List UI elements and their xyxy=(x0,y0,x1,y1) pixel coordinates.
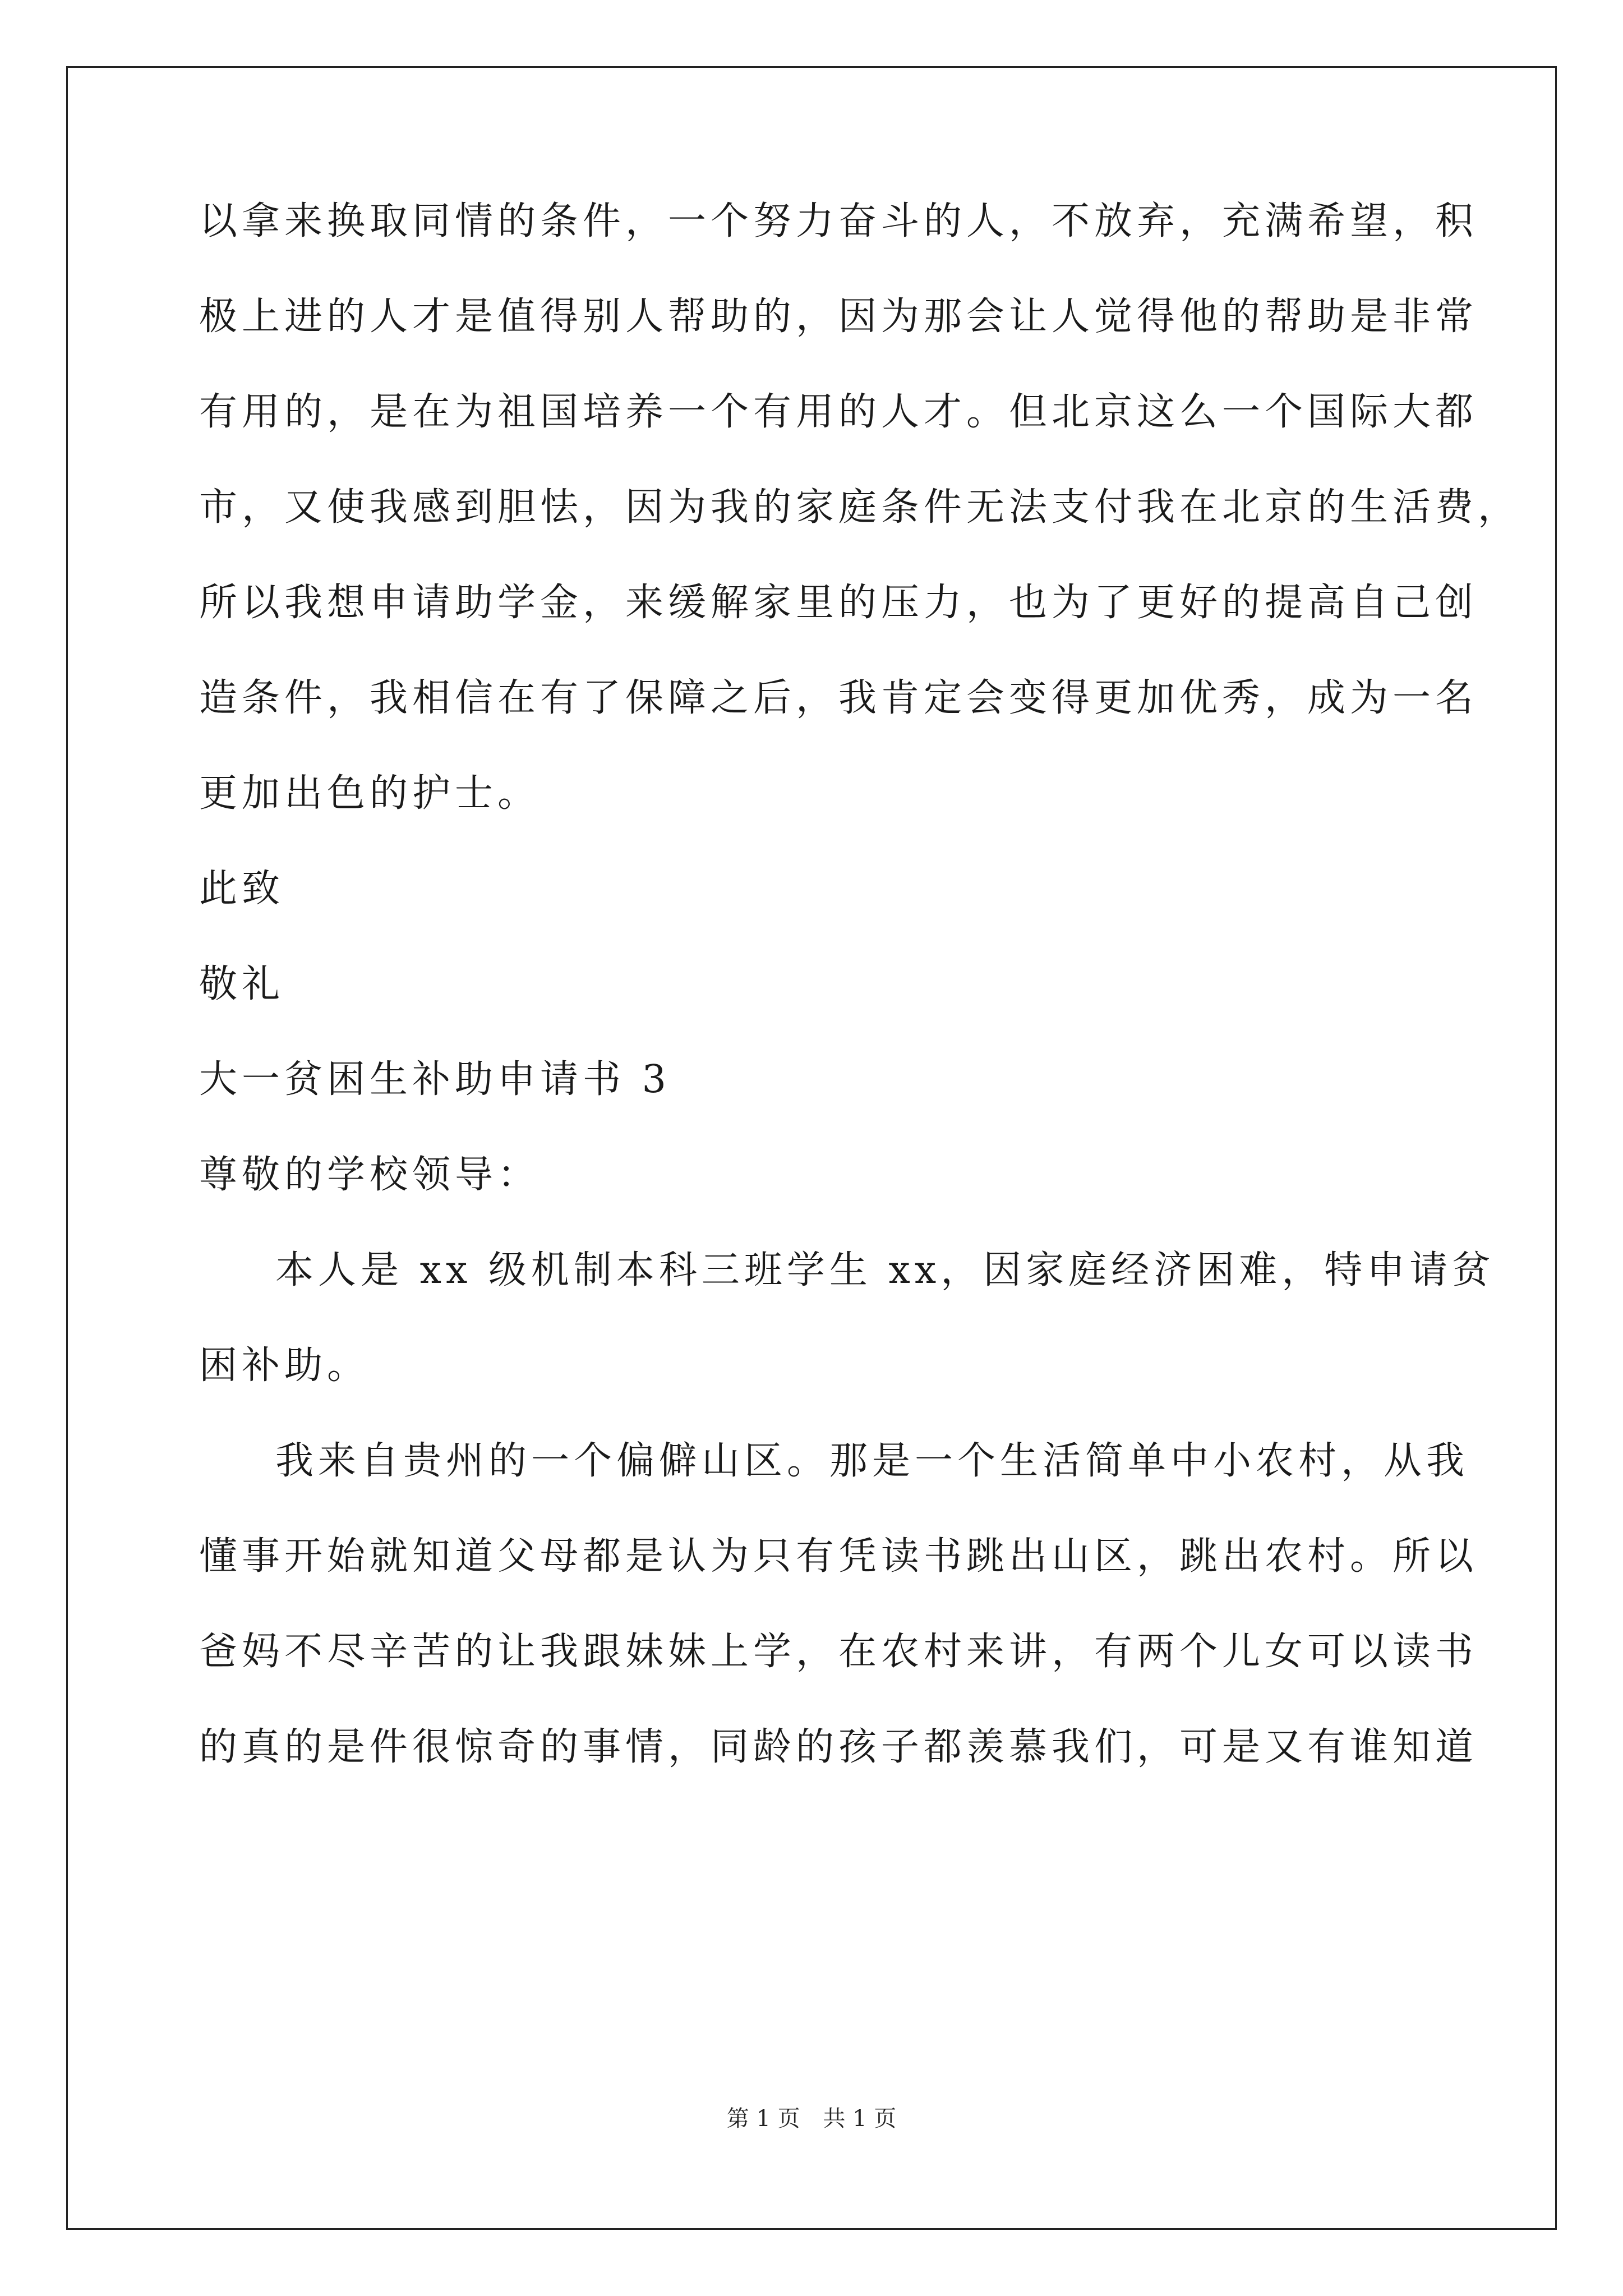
paragraph-line: 市，又使我感到胆怯，因为我的家庭条件无法支付我在北京的生活费， xyxy=(199,485,1521,530)
paragraph-line: 造条件，我相信在有了保障之后，我肯定会变得更加优秀，成为一名 xyxy=(199,676,1478,720)
paragraph-line: 极上进的人才是值得别人帮助的，因为那会让人觉得他的帮助是非常 xyxy=(199,295,1478,339)
section-heading: 大一贫困生补助申请书 3 xyxy=(199,1057,671,1102)
page-total: 共 1 页 xyxy=(823,2106,897,2132)
paragraph-line: 以拿来换取同情的条件，一个努力奋斗的人，不放弃，充满希望，积 xyxy=(199,199,1478,243)
closing-regards: 敬礼 xyxy=(199,962,285,1006)
paragraph-line: 我来自贵州的一个偏僻山区。那是一个生活简单中小农村，从我 xyxy=(275,1439,1469,1483)
paragraph-line: 本人是 xx 级机制本科三班学生 xx，因家庭经济困难，特申请贫 xyxy=(275,1248,1495,1292)
paragraph-line: 更加出色的护士。 xyxy=(199,771,541,816)
paragraph-line: 有用的，是在为祖国培养一个有用的人才。但北京这么一个国际大都 xyxy=(199,390,1478,434)
page-number: 第 1 页 xyxy=(726,2106,800,2132)
page-footer xyxy=(0,2101,1623,2133)
paragraph-line: 爸妈不尽辛苦的让我跟妹妹上学，在农村来讲，有两个儿女可以读书 xyxy=(199,1630,1478,1674)
paragraph-line: 困补助。 xyxy=(199,1343,370,1388)
paragraph-line: 的真的是件很惊奇的事情，同龄的孩子都羡慕我们，可是又有谁知道 xyxy=(199,1725,1478,1769)
paragraph-line: 懂事开始就知道父母都是认为只有凭读书跳出山区，跳出农村。所以 xyxy=(199,1534,1478,1579)
salutation: 尊敬的学校领导： xyxy=(199,1153,541,1197)
paragraph-line: 所以我想申请助学金，来缓解家里的压力，也为了更好的提高自己创 xyxy=(199,581,1478,625)
closing-salutation: 此致 xyxy=(199,867,285,911)
